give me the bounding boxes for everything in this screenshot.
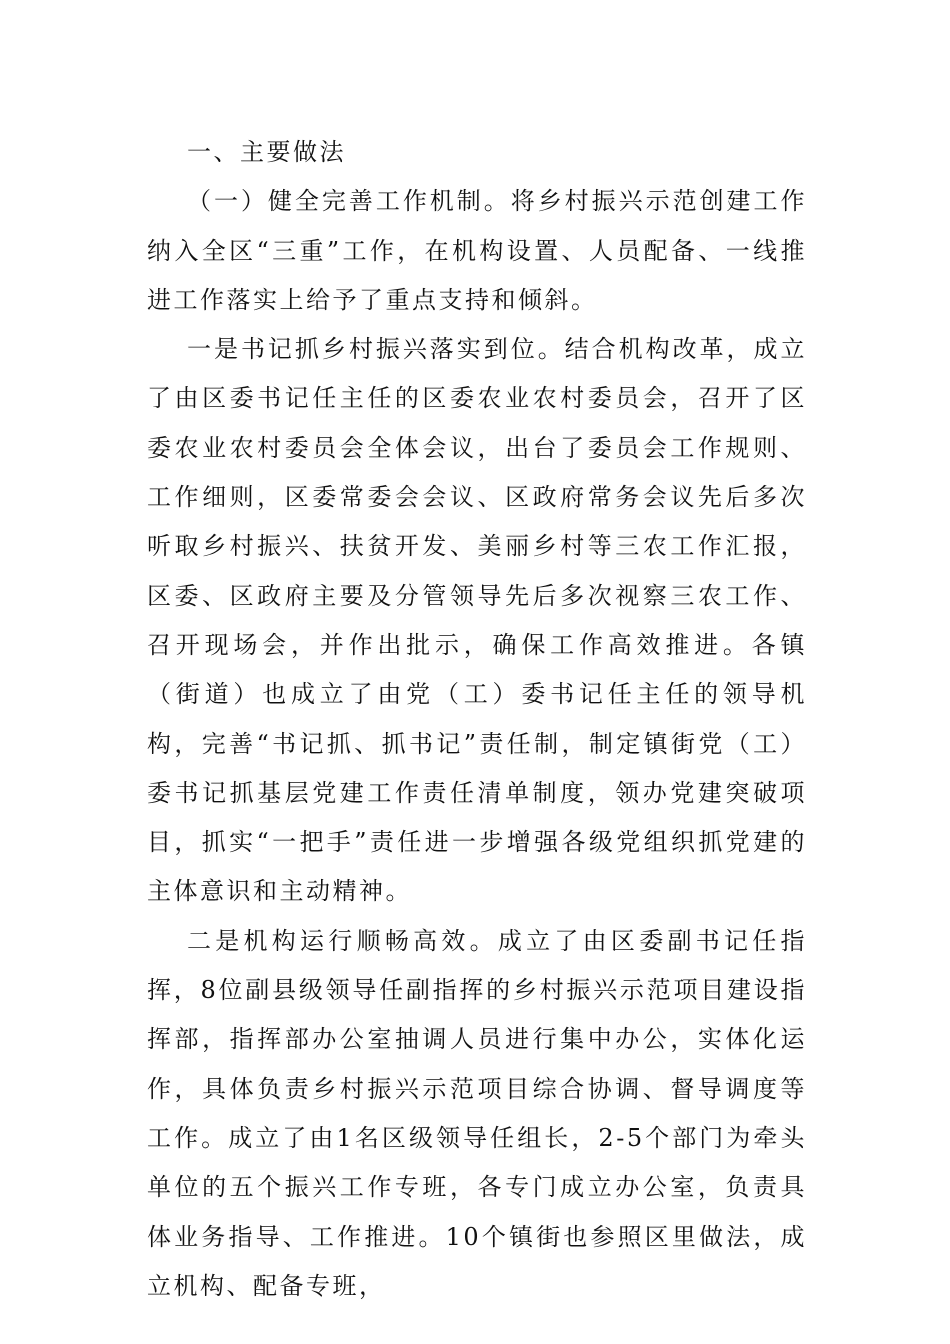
paragraph-organization: 二是机构运行顺畅高效。成立了由区委副书记任指挥，8位副县级领导任副指挥的乡村振兴示范项目建设指挥部，指挥部办公室抽调人员进行集中办公，实体化运作，具体负责乡村振兴示范项目综合协调、督导调度等工作。成立了由1名区级领导任组长，2-5个部门为牵头单位的五个振兴工作专班，各专门成立办公室，负责具体业务指导、工作推进。10个镇街也参照区里做法，成立机构、配备专班， <box>147 926 807 1300</box>
paragraph-secretary: 一是书记抓乡村振兴落实到位。结合机构改革，成立了由区委书记任主任的区委农业农村委员会，召开了区委农业农村委员会全体会议，出台了委员会工作规则、工作细则，区委常委会会议、区政府常务会议先后多次听取乡村振兴、扶贫开发、美丽乡村等三农工作汇报，区委、区政府主要及分管领导先后多次视察三农工作、召开现场会，并作出批示，确保工作高效推进。各镇（街道）也成立了由党（工）委书记任主任的领导机构，完善“书记抓、抓书记”责任制，制定镇街党（工）委书记抓基层党建工作责任清单制度，领办党建突破项目，抓实“一把手”责任进一步增强各级党组织抓党建的主体意识和主动精神。 <box>147 335 807 906</box>
paragraph-mechanism: （一）健全完善工作机制。将乡村振兴示范创建工作纳入全区“三重”工作，在机构设置、人员配备、一线推进工作落实上给予了重点支持和倾斜。 <box>147 187 807 314</box>
section-heading: 一、主要做法 <box>187 138 346 166</box>
document-body <box>147 128 807 1311</box>
